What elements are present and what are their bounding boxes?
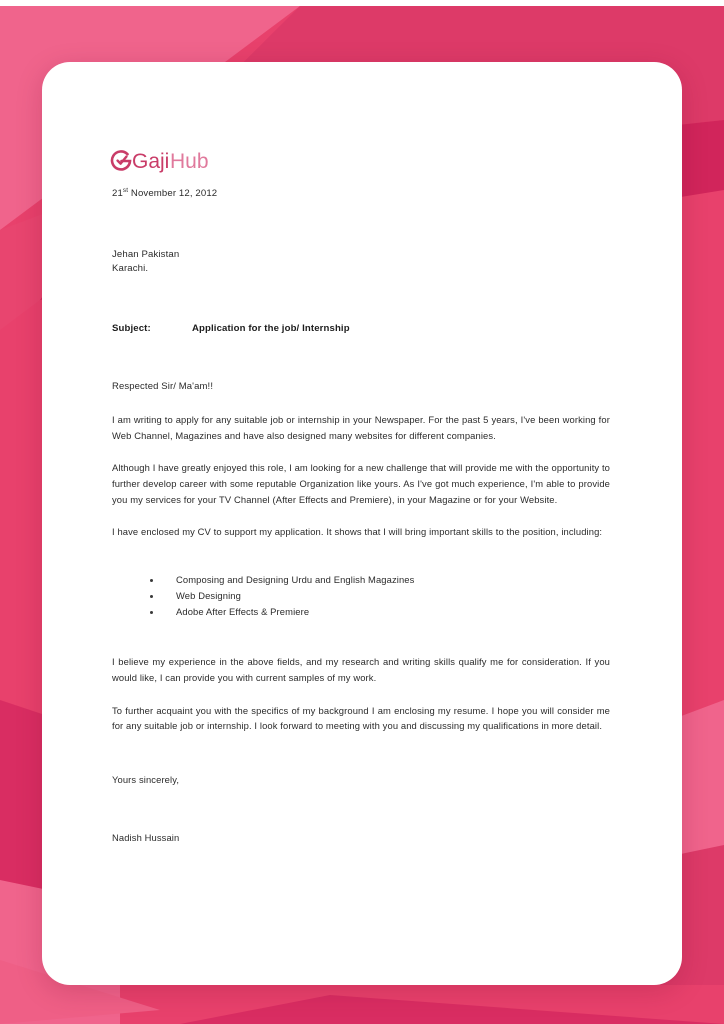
letter-body (112, 186, 610, 845)
logo-text-primary: Gaji (132, 150, 170, 173)
paragraph-3: I have enclosed my CV to support my application. It shows that I will bring important skills to the position, including: (112, 526, 603, 538)
letter-date (112, 186, 610, 202)
recipient-line-1: Jehan Pakistan (112, 248, 180, 260)
list-item: Web Designing (150, 589, 610, 604)
date-day: 21 (112, 188, 123, 199)
skills-list (112, 573, 610, 620)
list-item: Adobe After Effects & Premiere (150, 605, 610, 620)
subject-row (112, 321, 610, 337)
logo-text-secondary: Hub (170, 150, 209, 173)
brand-logo (108, 144, 226, 178)
recipient-line-2: Karachi. (112, 263, 149, 275)
subject-text: Application for the job/ Internship (192, 323, 350, 335)
paragraph-4: I believe my experience in the above fields, and my research and writing skills qualify me for consideration. If you would like, I can provide you with current samples of my work. (112, 656, 610, 683)
signature-name: Nadish Hussain (112, 832, 180, 844)
list-item: Composing and Designing Urdu and English Magazines (150, 573, 610, 588)
recipient-address (112, 248, 610, 278)
closing-line: Yours sincerely, (112, 773, 180, 785)
paragraph-2: Although I have greatly enjoyed this role, I am looking for a new challenge that will provide me with the opportunity to further develop career with some reputable Organization like yours. As I've got much experience, I'm able to provide you my services for your TV Channel (After Effects and Premiere), in your Magazine or for your Website. (112, 462, 611, 505)
gajihub-logo-svg (108, 146, 226, 176)
date-rest: November 12, 2012 (128, 188, 218, 199)
subject-label: Subject: (112, 323, 151, 335)
paragraph-5: To further acquaint you with the specifics of my background I am enclosing my resume. I hope you will consider me for any suitable job or internship. I look forward to meeting with you and discussing my qualifications in more detail. (112, 704, 610, 732)
salutation: Respected Sir/ Ma'am!! (112, 380, 214, 392)
date-ordinal-suffix: st (122, 186, 129, 194)
paragraph-1: I am writing to apply for any suitable job or internship in your Newspaper. For the past 5 years, I've been working for Web Channel, Magazines and have also designed many websites for different companies. (112, 414, 610, 441)
check-circle-icon (112, 151, 130, 169)
